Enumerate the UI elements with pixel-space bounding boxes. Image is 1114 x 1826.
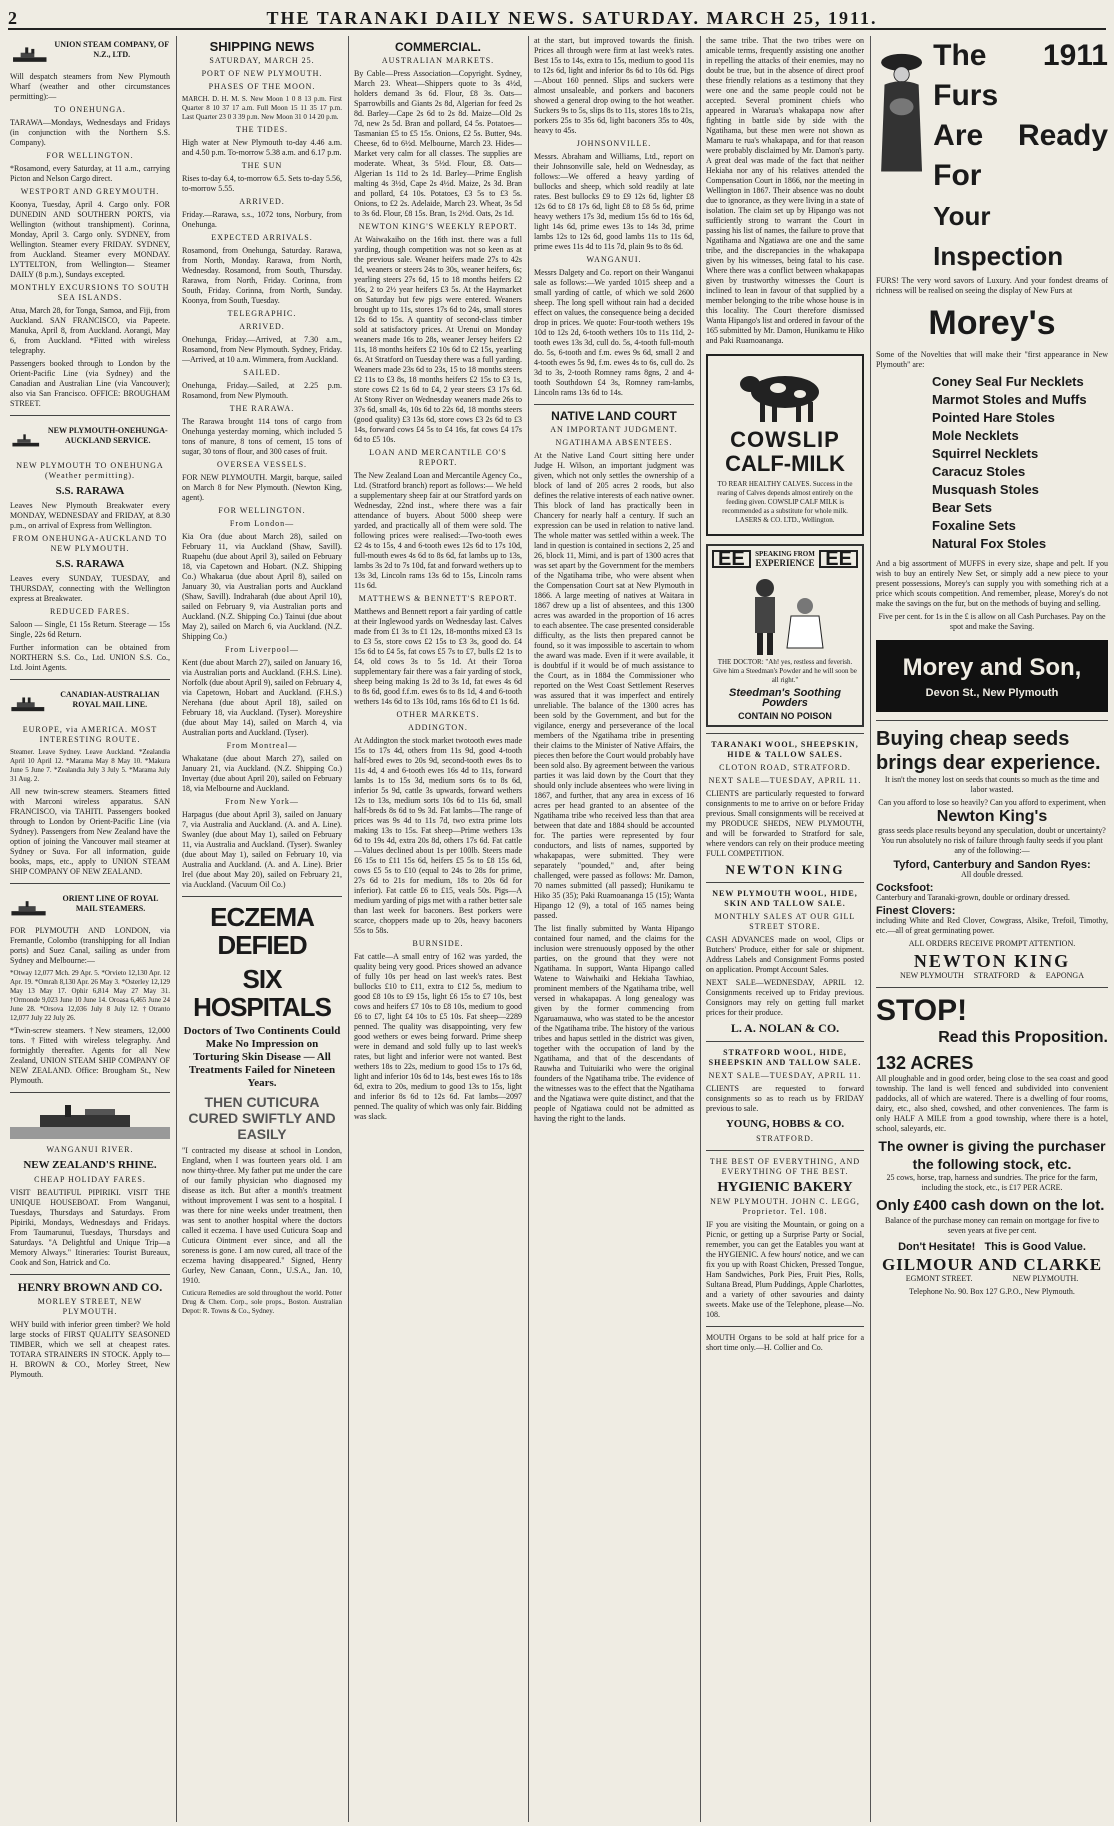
hygienic-text: IF you are visiting the Mountain, or going on a Picnic, or getting up a Surprise Party or Social, remember, you can get the Eatables you want at the HYGIENIC. A few hours' notice, and we can fix you up with Roast Chicken, Pressed Tongue, Ham Sandwiches, Pork Pies, Fruit Pies, Rolls, Sultana Bread, Plum Puddings, Apple Charlottes, and a variety of other savouries and dainty sweets. Make use of the Telephone, please—No. 108.	[706, 1220, 864, 1319]
shipping-date: SATURDAY, MARCH 25.	[209, 56, 315, 65]
addington-text: At Addington the stock market twotooth ewes made 15s to 17s 4d, others from 11s 9d, good 4-tooth half-bred ewes to 20s 9d, second-tooth ewes 8s to 11s 4d, 4 and 6-tooth ewes 16s 4d to 11s, forward lambs 1s to 15s 3d, medium sorts 6s to 8s 6d, inferior 5s 9d, cattle 3s upwards, forward wethers 12s to 13s, medium sorts 10s 6d to 11s 6d, small half-breds 8s 6d to 9s 3d. Fat lambs—The range of prices was 9s 4d to 11s 7d, two extra prime lots making 13s to 15s. Fat sheep—Prime wethers 13s 6d to 19s 4d, extra 20s 8d, others 17s 6d. Fat cattle—Values declined about 1s per 100lb. Steers made £6 15s to £11 15s 6d, heifers £5 5s to £8 15s 6d, cows £5 5s to £10 (equal to 24s to 28s for prime, 27s 6d to 21s for medium, 18s to 20s 6d for inferior). Fat cattle £6 to £15, veals 50s. Pigs—A medium yarding of pigs met with a rather better sale than last week for baconers. Best porkers were scarce, choppers made up to 20s, heavy baconers 55s to 58s.	[354, 736, 522, 935]
oversea-text: FOR NEW PLYMOUTH. Margit, barque, sailed on March 8 for New Plymouth. (Newton King, agent).	[182, 473, 342, 502]
henry-brown-title: HENRY BROWN AND CO.	[17, 1280, 163, 1294]
from-newyork: From New York—	[225, 797, 299, 806]
fur-list	[876, 373, 1108, 553]
rarawa-heading: THE RARAWA.	[229, 404, 295, 413]
column-rule	[348, 36, 349, 1822]
acres-text: All ploughable and in good order, being close to the sea coast and good township. The land is well fenced and subdivided into convenient paddocks, all of which are watered. There is a dwelling of four rooms, dairy, etc., also shed, cowshed, and other conveniences. The farm is only HALF A MILE from a good township, where there is a hotel, school, saleyards, etc.	[876, 1074, 1108, 1133]
divider	[534, 404, 694, 405]
column-ads-middle	[706, 36, 864, 1822]
steedman-name: Steedman's Soothing Powders	[728, 687, 841, 709]
organs-text: MOUTH Organs to be sold at half price for a short time only.—H. Collier and Co.	[706, 1333, 864, 1352]
novelties-text: Some of the Novelties that will make their "first appearance in New Plymouth" are:	[876, 350, 1108, 369]
acres-headline: 132 ACRES	[876, 1053, 974, 1073]
from-liverpool: From Liverpool—	[225, 645, 299, 654]
muffs-text: And a big assortment of MUFFS in every size, shape and pelt. If you wish to buy an entirely New Set, or simply add a new piece to your present possessions, Morey's can supply you with something rich at a price which scouts competition. And remember, please, Morey's do not make the savings on the fur, but on the methods of buying and selling.	[876, 559, 1108, 608]
steamship-icon	[10, 42, 50, 68]
nk-locations: NEW PLYMOUTH STRATFORD & EAPONGA	[900, 971, 1084, 980]
steedman-ad	[706, 544, 864, 727]
loan-heading: LOAN AND MERCANTILE CO'S REPORT.	[369, 448, 507, 467]
cowslip-title: COWSLIP	[730, 427, 840, 452]
ngatihama-heading: NGATIHAMA ABSENTEES.	[555, 438, 673, 447]
column-rule	[176, 36, 177, 1822]
fur-list-item: Pointed Hare Stoles	[932, 410, 1055, 425]
london-ships: Kia Ora (due about March 28), sailed on February 11, via Auckland (Shaw, Savill). Ruapehu (due about April 3), sailed on February 18, via Capetown and Hobart. (N.Z. Shipping Co.) Whakarua (due about April 8), sailed on January 30, via Australian ports and Auckland (Shaw, Savill). Indraharah (due about April 10), sailed on February 9, via Australian ports and Auckland. (N.Z. Shipping Co.) Tainui (due about May 2), sailed on March 6, via Auckland. (N.Z. Shipping Co.)	[182, 532, 342, 641]
stratford-wool-heading: STRATFORD WOOL, HIDE, SHEEPSKIN AND TALLOW SALE.	[708, 1048, 862, 1067]
young-hobbs-name: YOUNG, HOBBS & CO.	[725, 1118, 845, 1130]
passengers-text: Passengers booked through to London by the Orient-Pacific Line (via Sydney) and the Canadian and Australian Line (via Vancouver); also via San Francisco. OFFICE: BROUGHAM STREET.	[10, 359, 170, 408]
sailed-heading: SAILED.	[243, 368, 281, 377]
wellington-text: *Rosamond, every Saturday, at 11 a.m., carrying Picton and Nelson Cargo direct.	[10, 164, 170, 183]
furs-headline-1: The 1911 Furs	[933, 39, 1108, 112]
aust-markets-heading: AUSTRALIAN MARKETS.	[381, 56, 495, 65]
morey-and-son: Morey and Son,	[902, 654, 1082, 681]
canadian-route: EUROPE, via AMERICA. MOST INTERESTING ROUTE.	[22, 725, 158, 744]
divider	[876, 720, 1108, 721]
morey-and-son-banner	[876, 640, 1108, 712]
clients-text: CLIENTS are particularly requested to forward consignments to me to arrive on or before Friday previous. Small consignments will be received at my PRODUCE SHEDS, NEW PLYMOUTH, and will be forwarded to Stratford for sale, where vendors can rely on their produce meeting FULL COMPETITION.	[706, 789, 864, 858]
fur-list-item: Mole Necklets	[932, 428, 1019, 443]
native-court-continued: the same tribe. That the two tribes were on amicable terms, frequently assisting one another in repelling the attacks of their enemies, may no doubt be true, but in the absence of direct proof these friendly relations as a testimony that they were one and the same people could not be accepted. Several prominent chiefs who appeared in Wararua's whakapapa now after fighting in battle side by side with the Ngatihama, but these men were not shown as Mamaru te rua's whakapapa, and for that reason were probably disclaimed by Mr. Damon's party. A great deal was made of the fact that neither Hekiaha nor any of his relatives attended the Compensation Court in 1866, nor the meeting in Wellington in 1867. Their absence was no doubt due to ignorance, as they were living in a state of isolation. The claim set up by Hipango was not sufficiently strong to warrant the Court in passing his list of names, the failure to prove that Ngatihama and Ngatiawa are one and the same tribe, and the discrepancies in the whakapapa given by his witnesses, being fatal to his case. Where there was a conflict between whakapapas given by trustworthy witnesses the Court is inclined to lean in favour of that supplied by a member belonging to the tribe whose house is in this locality. The Court therefore dismissed Wanta Hipango's list and ordered in favour of the 165 submitted by Mr. Damon, Hunikamu te Hiko and Paki Ruamoananga.	[706, 36, 864, 345]
fur-list-item: Caracuz Stoles	[932, 464, 1026, 479]
cloton-road: CLOTON ROAD, STRATFORD.	[719, 763, 851, 772]
seeds-headline-2: brings dear experience.	[876, 752, 1101, 774]
newton-kings-heading: Newton King's	[936, 808, 1048, 825]
commercial-heading: COMMERCIAL.	[395, 40, 481, 54]
henry-brown-address: MORLEY STREET, NEW PLYMOUTH.	[37, 1297, 143, 1316]
tyford-heading: Tyford, Canterbury and Sandon Ryes:	[893, 859, 1091, 871]
orient-title: ORIENT LINE OF ROYAL MAIL STEAMERS.	[62, 894, 159, 913]
port-heading: PORT OF NEW PLYMOUTH.	[201, 69, 323, 78]
steedman-quote: THE DOCTOR: "Ah! yes, restless and feverish. Give him a Steedman's Powder and he will soon be all right."	[713, 658, 857, 684]
hygienic-bakery-name: HYGIENIC BAKERY	[717, 1180, 853, 1195]
arrived-heading: ARRIVED.	[239, 197, 285, 206]
divider	[706, 1041, 864, 1042]
arrived-text: Friday.—Rarawa, s.s., 1072 tons, Norbury, from Onehunga.	[182, 210, 342, 229]
ee-logo-left: EE	[712, 550, 751, 568]
steamship-icon	[10, 896, 47, 922]
agents-text: Further information can be obtained from NORTHERN S.S. Co., Ltd. UNION S.S. Co., Ltd. Joint Agents.	[10, 643, 170, 672]
markets-continued: at the start, but improved towards the finish. Prices all through were firm at last week's rates. Best 15s to 14s, extra to 15s, medium to good 11s to 12s 6d, light and inferior 8s 6d to 10s 6d. Pigs—About 160 penned. Slips and suckers were almost unsaleable, and porkers and baconers showed a general drop owing to the hot weather. Suckers 9s to 5s, slips 8s to 11s, stores 18s to 21s, porkers 25s to 35s 6d, light baconers 35s to 40s, heavy to 45s.	[534, 36, 694, 135]
seeds-headline-1: Buying cheap seeds	[876, 728, 1070, 750]
native-land-court-heading: NATIVE LAND COURT	[551, 409, 677, 423]
cocksfoot-heading: Cocksfoot:	[876, 882, 934, 894]
wanganui-heading: WANGANUI.	[586, 255, 642, 264]
cowslip-small-text: TO REAR HEALTHY CALVES. Success in the rearing of Calves depends almost entirely on the feeding given. COWSLIP CALF MILK is recommended as a substitute for whole milk. LASERS & CO. LTD., Wellington.	[717, 480, 853, 524]
newton-king-report-heading: NEWTON KING'S WEEKLY REPORT.	[358, 222, 518, 231]
for-wellington-heading: FOR WELLINGTON.	[218, 506, 306, 515]
hygienic-address: NEW PLYMOUTH. JOHN C. LEGG, Proprietor. Tel. 108.	[710, 1197, 860, 1216]
tides-text: High water at New Plymouth to-day 4.46 a.m. and 4.50 p.m. To-morrow 5.38 a.m. and 6.17 p.m.	[182, 138, 342, 157]
nolan-text: NEXT SALE—WEDNESDAY, APRIL 12. Consignments received up to Friday previous. Consignors may rely on getting full market prices for their produce.	[706, 978, 864, 1017]
np-onehunga-sub: NEW PLYMOUTH TO ONEHUNGA (Weather permitting).	[16, 461, 164, 480]
montreal-ships: Whakatane (due about March 27), sailed on January 21, via Auckland. (N.Z. Shipping Co.) Invertay (due about April 20), sailed on February 18, via Melbourne and Auckland.	[182, 754, 342, 793]
shipping-news-heading: SHIPPING NEWS	[209, 39, 315, 54]
newyork-ships: Harpagus (due about April 3), sailed on January 7, via Australia and Auckland. (A. and A. Line). Swanley (due about May 1), sailed on February 11, via Australia and Auckland. (Tyser). Swanley (due about May 1), sailed on February 10, via Australia and Auckland. (A. and A. Line). Brier Irel (due about May 20), sailed on February 21, via Auckland. (Vacuum Oil Co.)	[182, 810, 342, 889]
seeds-text-1: It isn't the money lost on seeds that counts so much as the time and labor wasted.	[884, 775, 1100, 794]
clients-2-text: CLIENTS are requested to forward consignments so as to reach us by FRIDAY previous to sale.	[706, 1084, 864, 1113]
divider	[876, 987, 1108, 988]
young-hobbs-address: STRATFORD.	[756, 1134, 814, 1143]
np-wool-heading: NEW PLYMOUTH WOOL, HIDE, SKIN AND TALLOW SALE.	[712, 889, 858, 908]
fur-list-item: Musquash Stoles	[932, 482, 1039, 497]
rhine-title: NEW ZEALAND'S RHINE.	[23, 1159, 157, 1171]
fur-list-item: Natural Fox Stoles	[932, 536, 1047, 551]
column-shipping-ads	[10, 36, 170, 1822]
nolan-name: L. A. NOLAN & CO.	[730, 1021, 840, 1035]
steamship-icon	[10, 692, 46, 718]
cowslip-ad	[706, 354, 864, 536]
eczema-headline-1: ECZEMA DEFIED	[210, 902, 314, 960]
fur-list-item: Marmot Stoles and Muffs	[932, 392, 1087, 407]
sun-heading: THE SUN	[241, 161, 283, 170]
cash-advances: CASH ADVANCES made on wool, Clips or Butchers' Produce, either for sale or shipment. Address Labels and Consignment Forms posted on application. Prompt Account Sales.	[706, 935, 864, 974]
calf-milk-title: CALF-MILK	[725, 451, 845, 476]
burnside-text: Fat cattle—A small entry of 162 was yarded, the quality being very good. Prices showed an advance of fully 10s per head on last week's rates. Best bullocks £10 to £11, extra to £12 5s, medium to good £8 10s to £9 15s, light £6 15s to £7 10s, best cows and heifers £7 10s to £8 10s, medium to good £6 to £7, light £4 10s to £5 10s. Fat sheep—2289 penned. The quality was disappointing, very few good wethers or ewes being forward. Prime sheep were in demand and sold fully up to last week's rates, but light and inferior were not wanted. Best wethers 18s to 22s, medium to good 15s to 17s 6d, light and inferior 10s 6d to 14s, best ewes 16s to 18s 6d, extra to 20s, medium to good 13s to 15s, light and inferior 8s 6d to 12s 6d. Fat lambs—2097 penned. The quality of which was only fair. Bidding was slack.	[354, 952, 522, 1121]
orient-text: FOR PLYMOUTH AND LONDON, via Fremantle, Colombo (transhipping for all Indian ports) and Suez Canal, sailing as under from Sydney and Melbourne:—	[10, 926, 170, 965]
rhine-sub: CHEAP HOLIDAY FARES.	[34, 1175, 146, 1184]
river-boat-illustration	[10, 1099, 170, 1139]
rhine-text: VISIT BEAUTIFUL PIPIRIKI. VISIT THE UNIQUE HOUSEBOAT. From Wanganui, Tuesdays, Thursdays and Saturdays. From Pipiriki, Mondays, Wednesdays and Fridays. From Taumarunui, Tuesdays, Thursdays and Saturdays. "A Delightful and Unique Trip—a Memory Always." Itineraries: Tourist Bureaux, Cook and Son, Hatrick and Co.	[10, 1188, 170, 1267]
eczema-subheading: Doctors of Two Continents Could Make No Impression on Torturing Skin Disease — All Treatments Failed for Nineteen Years.	[183, 1025, 341, 1089]
newton-king-report-text: At Waiwakaiho on the 16th inst. there was a full yarding, though competition was not so keen as at the previous sale. Weaner heifers made 27s to 42s 1d, weaners or steers 24s to 30s, weaner heifers, 6s; yearling steers 27s 6d, 15 to 18 months heifers £2 16s, 2 to 2½ year heifers £3 5s. At the Haymarket on Saturday but few pigs were entered. Weaners brought up to 11s, stores 17s 6d to 24s, small stores 12s 6d to 15s. A quantity of second-class timber sold at satisfactory prices. At Urenui on Monday weaners made 16s to 28s, weaner Jersey heifers £2 11s, 18 months heifers £2 10s 6d to £2 15s, yearling 6s. At Stratford on Tuesday there was a full yarding. Weaners made 23s 6d to 23s, 15 to 18 months steers £2 11s to £3 8s, 18 months heifers £2 15s to £3 1s, store cows £2 1s 6d to £4, 2 year steers £3 17s 6d. At Stony River on Wednesday weaners made 26s to 37s 6d, small 4s, 10s 6d to 22s 6d, 18 months steers (good quality) £3 13s 6d, store cows £3 2s 6d to £3 14s, forward cows £4 5s to £4 16s, fat cows £4 17s 6d to £5 10s.	[354, 235, 522, 444]
other-markets-heading: OTHER MARKETS.	[396, 710, 480, 719]
newton-king-name: NEWTON KING	[725, 862, 845, 877]
stop-headline: STOP!	[876, 994, 968, 1027]
divider	[10, 1092, 170, 1093]
best-of-everything: THE BEST OF EVERYTHING, AND EVERYTHING OF THE BEST.	[709, 1157, 861, 1176]
sailed-text: Onehunga, Friday.—Sailed, at 2.25 p.m. Rosamond, from New Plymouth.	[182, 381, 342, 400]
from-montreal: From Montreal—	[226, 741, 298, 750]
seeds-text-2: Can you afford to lose so heavily? Can you afford to experiment, when	[878, 798, 1106, 807]
orient-table: *Otway 12,077 Mch. 29 Apr. 5. *Orvieto 12,130 Apr. 12 Apr. 19. *Omrah 8,130 Apr. 26 May 3. *Osterley 12,129 May 13 May 17. Ophir 6,814 May 27 May 31. †Ormonde 9,023 June 10 June 14. Oroasa 6,465 June 24 June 28. *Orsova 12,036 July 8 July 12. †Otranto 12,077 July 22 July 26.	[10, 969, 170, 1022]
divider	[10, 415, 170, 416]
gilmour-telephone: Telephone No. 90. Box 127 G.P.O., New Plymouth.	[909, 1287, 1075, 1296]
column-display-ads	[876, 36, 1108, 1822]
masthead	[8, 8, 1106, 30]
moreys-logo: Morey's	[928, 304, 1056, 342]
fares-heading: REDUCED FARES.	[49, 607, 131, 616]
contain-no-poison: CONTAIN NO POISON	[738, 711, 832, 721]
sun-text: Rises to-day 6.4, to-morrow 6.5. Sets to-day 5.56, to-morrow 5.55.	[182, 174, 342, 193]
furs-intro: FURS! The very word savors of Luxury. And your fondest dreams of richness will be realised on seeing the display of New Furs at	[876, 276, 1108, 295]
divider	[706, 882, 864, 883]
speaking-from: SPEAKING FROM	[755, 550, 815, 558]
furs-headline-3: Your Inspection	[933, 201, 1064, 271]
furs-headline-2: Are Ready For	[933, 119, 1108, 192]
moon-heading: PHASES OF THE MOON.	[208, 82, 316, 91]
steamship-icon	[10, 428, 42, 454]
column-rule	[870, 36, 871, 1822]
fur-list-item: Coney Seal Fur Necklets	[932, 374, 1084, 389]
cocksfoot-sub: Canterbury and Taranaki-grown, double or ordinary dressed.	[876, 893, 1070, 902]
johnsonville-heading: JOHNSONVILLE.	[576, 139, 652, 148]
divider	[706, 733, 864, 734]
page-number: 2	[8, 7, 17, 28]
lady-in-furs-illustration	[876, 36, 927, 186]
np-onehunga-title: NEW PLYMOUTH-ONEHUNGA-AUCKLAND SERVICE.	[47, 426, 168, 445]
dont-hesitate: Don't Hesitate! This is Good Value.	[898, 1241, 1086, 1253]
expected-heading: EXPECTED ARRIVALS.	[211, 233, 313, 242]
clovers-sub: including White and Red Clover, Cowgrass, Alsike, Trefoil, Timothy, etc.—all of great germinating power.	[876, 916, 1108, 935]
newton-king-big: NEWTON KING	[913, 951, 1071, 971]
islands-text: Atua, March 28, for Tonga, Samoa, and Fiji, from Auckland. SAN FRANCISCO, via Papeete. Manuka, April 8, from Auckland. Aorangi, May 6, from Auckland. *Fitted with wireless telegraphy.	[10, 306, 170, 355]
native-court-text-2: The list finally submitted by Wanta Hipango contained four named, and the claims for the inclusion were strenuously opposed by the other parties, on the ground that they were not Ngatihama. In support, Wanta Hipango called Watene to Waiwhaiki and Hekiaha Tawhiao, prominent members of the Ngatihama tribe, well versed in whakapapas. A long genealogy was given by the former commencing from Ngaruamauwa, who was stated to be the ancestor of the Ngatihama tribe. The history of the various tribes and hapus settled in the district was given, together with the occupation of land by the Ngatihama, and that of the descendants of Rauwha and Tuituiariki who were the original founders of the Ngatihama tribe. The evidence of the witnesses was to the effect that the Ngatihama and the Ngatiawa were quite distinct, and that the people of Ngatiawa could not be admitted as having the right to the lands.	[534, 924, 694, 1123]
union-title: UNION STEAM COMPANY, OF N.Z., LTD.	[54, 40, 170, 59]
westport-heading: WESTPORT AND GREYMOUTH.	[20, 187, 160, 196]
column-commercial	[354, 36, 522, 1822]
westport-text: Koonya, Tuesday, April 4. Cargo only. FOR DUNEDIN AND SOUTHERN PORTS, via Wellington (without transhipment). Corinna, Monday, April 3. Cargo only. SYDNEY, from Wellington. Steamer every FRIDAY. SYDNEY, from Auckland. Steamer every MONDAY. LYTTELTON, from Wellington— Steamer DAILY (8 p.m.), Sundays excepted.	[10, 200, 170, 279]
johnsonville-text: Messrs. Abraham and Williams, Ltd., report on their Johnsonville sale, held on Wednesday, as follows:—We offered a heavy yarding of bullocks and sheep, which sold readily at late rates. Best bullocks £9 to £9 12s 6d, lighter £8 12s 6d to £8 17s 6d, light £8 to £8 5s 6d, prime heavy wethers 17s 3d, medium 15s 6d to 16s 6d, light 14s 6d, prime ewes 13s to 14s 3d, prime lambs 12s to 12s 6d, good lambs 11s to 11s 6d, prime ewes 11s 4d to 11s 7d, plain 9s to 8s 6d.	[534, 152, 694, 251]
oversea-heading: OVERSEA VESSELS.	[216, 460, 308, 469]
rarawa-name-2: S.S. RARAWA	[55, 558, 125, 570]
newspaper-title: THE TARANAKI DAILY NEWS. SATURDAY. MARCH 25, 1911.	[266, 7, 878, 28]
onehunga-text: TARAWA—Mondays, Wednesdays and Fridays (in conjunction with the Northern S.S. Company).	[10, 118, 170, 147]
rarawa2-text: Leaves every SUNDAY, TUESDAY, and THURSDAY, connecting with the Wellington express at Breakwater.	[10, 574, 170, 603]
canadian-table: Steamer. Leave Sydney. Leave Auckland. *Zealandia April 10 April 12. *Marama May 8 May 10. *Makura June 5 June 7. *Zealandia July 3 July 5. *Marama July 31 Aug. 2.	[10, 748, 170, 783]
doctor-and-child-illustration	[725, 568, 845, 658]
balance-text: Balance of the purchase money can remain on mortgage for five to seven years at five per cent.	[885, 1216, 1099, 1235]
tele-arrived-heading: ARRIVED.	[239, 322, 285, 331]
tides-heading: THE TIDES.	[235, 125, 289, 134]
column-markets-native-court	[534, 36, 694, 1822]
divider	[706, 1150, 864, 1151]
cow-illustration	[730, 364, 840, 426]
eczema-body: "I contracted my disease at school in London, England, when I was fourteen years old. I am now thirty-three. My father put me under the care of our family physician who diagnosed my disease as itch. But after a month's treatment without improvement I was sent to a hospital. I was there for nine weeks under treatment, then was sent to another hospital where the doctors called it eczema. I have used Cuticura Soap and Cuticura Ointment ever since, and all the soreness is gone. I am now cured, all trace of the eczema having disappeared." Signed, Henry Gurley, New Canaan, Conn., U.S.A., Jan. 10, 1910.	[182, 1146, 342, 1285]
rarawa-cargo-text: The Rarawa brought 114 tons of cargo from Onehunga yesterday morning, which included 5 tons of manure, 8 tons of cement, 15 tons of sugar, 30 tons of flour, and 300 cases of fruit.	[182, 417, 342, 456]
read-this-headline: Read this Proposition.	[938, 1029, 1108, 1046]
fur-list-item: Squirrel Necklets	[932, 446, 1039, 461]
tele-arrived-text: Onehunga, Friday.—Arrived, at 7.30 a.m., Rosamond, from New Plymouth. Sydney, Friday.—Arrived, at 10 a.m. Wimmera, from Auckland.	[182, 335, 342, 364]
column-rule	[700, 36, 701, 1822]
rarawa-text: Leaves New Plymouth Breakwater every MONDAY, WEDNESDAY and FRIDAY, at 8.30 p.m., on arrival of Express from Wellington.	[10, 501, 170, 530]
rarawa-name: S.S. RARAWA	[55, 485, 125, 497]
moon-table: MARCH. D. H. M. S. New Moon 1 0 8 13 p.m. First Quarter 8 10 37 17 a.m. Full Moon 15 11 35 17 p.m. Last Quarter 23 0 3 39 p.m. New Moon 31 0 14 20 p.m.	[182, 95, 342, 121]
wanganui-text: Messrs Dalgety and Co. report on their Wanganui sale as follows:—We yarded 1015 sheep and a small yarding of cattle, of which we sold 2600 sheep. The long spell without rain had a decided effect on values, the consequence being a decided drop in prices. We quote: Four-tooth wethers 19s 10d to 12s 2d, 6-tooth wethers 10s to 11s 11d, 2-tooth ewes 13s 3d, cull do. 5s, 4-tooth full-mouth do. 5s, 6-tooth and f.m. ewes 9s 6d, small 2 and 4-tooth ewes 5s 9d, f.m. ewes 4s to 6s, cull do. 2s 3d to 3s, 2-tooth Romney rams 8gns, 2 and 4-tooth Southdown £4 3s, Romney ram-lambs, Lincoln rams 13s 6d to 14s.	[534, 268, 694, 397]
wanganui-river: WANGANUI RIVER.	[46, 1145, 134, 1154]
experience: EXPERIENCE	[755, 558, 815, 568]
orders-text: ALL ORDERS RECEIVE PROMPT ATTENTION.	[908, 939, 1076, 948]
seeds-text-3: grass seeds place results beyond any speculation, doubt or uncertainty? You run absolutely no risk of failure through faulty seeds if you plant any of the following:—	[878, 826, 1106, 855]
native-court-text: At the Native Land Court sitting here under Judge H. Wilson, an important judgment was given, which not only settles the ownership of a block of land of 205 acres 2 roods, but also defines the relative interests of each native owner. This block of land has practically been in Chancery for nearly half a century. If such an expression can be used in relation to native land. The whole matter was settled within a week. The land in question is contained in sections 2, 25 and 26, block 11, Mimi, and is part of 1300 acres that was set apart by the Government for the members of the Ngatihama tribe, who were absent when the Compensation Court sat at New Plymouth in 1866. A large meeting of natives at Waitara in 1867 drew up a list of absentees, and this 1300 acres was awarded in the proportion of 16 acres to each absentee. The case presented considerable difficulty, as the lists then prepared cannot be found, so it was impossible to ascertain to whom the award was made. Even if it were available, it is doubtful if it would be of much assistance to the Court, as in 1884 the Commissioner who reported on the West Coast Settlement Reserves was assured that it was imperfect and entirely unreliable. The balance of the 1300 acres has been sold by the Government, and but for the vigilance, energy and perseverance of the local members of the Ngatihama tribe in presenting their claims to the Minister of Native Affairs, the pieces then before the Court would probably have been sold also. By agreement between the various parties it was laid down by the Court that they should only include absentees who were living in 1867, and further, that any area in excess of 16 acres per head granted to an absentee of the Ngatihama tribe who received less than that area between that date and 1884 should be accounted for. The parties were represented by four conductors, and lists of names, supported by whakapapas, were submitted. They were separately "pounded," and, after being challenged, were passed as follows: Mr. Damon, 70 names submitted (all passed); Hunikamu te Hiko 35 (35); Paki Ruamoananga 15 (15); Wanta Hipango 12 (9), a total of 165 names being passed.	[534, 451, 694, 920]
ee-logo-right: EE	[819, 550, 858, 568]
loan-text: The New Zealand Loan and Mercantile Agency Co., Ltd. (Stratford branch) report as follows:— We held a supplementary sheep fair at our Stratford yards on Wednesday, 22nd inst., where there was a fair attendance of buyers. About 5000 sheep were yarded, and practically all of them were sold. The following prices were realised:—Two-tooth ewes £2 4s to 15s, 4 and 6-tooth ewes 12s 6d to 17s 10d, full-mouth ewes 4s 6d to 8s 6d, fat lambs up to 13s, lambs 3s 2d to 7s 10d, fat and forward wethers up to 13s 3d, Lincoln rams 13s 6d to 15s, Lincoln rams 11s 6d.	[354, 471, 522, 590]
divider	[706, 1326, 864, 1327]
eczema-headline-2: SIX HOSPITALS	[193, 964, 331, 1022]
monthly-sales: MONTHLY SALES AT OUR GILL STREET STORE.	[714, 912, 856, 931]
fur-list-item: Foxaline Sets	[932, 518, 1016, 533]
discount-text: Five per cent. for 1s in the £ is allow on all Cash Purchases. Pay on the spot and make the Saving.	[878, 612, 1106, 631]
fares-text: Saloon — Single, £1 15s Return. Steerage — 15s Single, 22s 6d Return.	[10, 620, 170, 639]
taranaki-wool-heading: TARANAKI WOOL, SHEEPSKIN, HIDE & TALLOW SALES.	[711, 740, 859, 759]
column-shipping-news	[182, 36, 342, 1822]
to-onehunga-heading: TO ONEHUNGA.	[54, 105, 126, 114]
henry-brown-text: WHY build with inferior green timber? We hold large stocks of FIRST QUALITY SEASONED TIMBER, which we sell at cheapest rates. TOTARA STRAINERS IN STOCK. Apply to— H. BROWN & CO., Morley Street, New Plymouth.	[10, 1320, 170, 1379]
liverpool-ships: Kent (due about March 27), sailed on January 16, via Australian ports and Auckland. (F.H.S. Line). Norfolk (due about April 9), sailed on February 4, via Capetown, Hobart and Auckland. (F.H.S.) Nerehana (due about April 18), sailed on February 18, via Auckland. (Tyser). Moreyshire (due about May 14), sailed on March 4, via Australian ports and Auckland. (Tyser).	[182, 658, 342, 737]
tyford-sub: All double dressed.	[961, 870, 1023, 879]
canadian-text: All new twin-screw steamers. Steamers fitted with Marconi wireless apparatus. SAN FRANCISCO, via TAHITI. Passengers booked through to London by Orient-Pacific Line (via Sydney). Passengers from New Zealand have the option of joining the Vancouver mail steamer at Sydney or Suva. For all information, guide books, maps, etc., apply to UNION STEAM SHIP COMPANY OF NEW ZEALAND.	[10, 787, 170, 876]
aust-markets-text: By Cable—Press Association—Copyright. Sydney, March 23. Wheat—Shippers quote to 3s 4½d, holders demand 3s 6d. Flour, £8 3s. Oats—Sparrowbills and Giants 2s 8d, Algerian for feed 2s 8d. Barley—Cape 2s 6d to 2s 8d. Maize—Old 2s 7d, new 2s 5d. Bran and pollard, £4 5s. Potatoes—Tasmanian £5 to £5 15s. Onions, £2 5s. Butter, 94s. Cheese, 6d to 6½d. Melbourne, March 23. Hides—Market very calm for all classes. The supplies are moderate. Wheat, 3s 5½d. Flour, £8. Oats—Algerian 1s 11d to 2s 1d. Barley—Prime English malting 4s 3½d, Cape 2s 4½d. Maize, 2s 3d. Bran and pollard, £4 10s. Potatoes, £3 5s to £3 5s. Onions, to £2 2s. Adelaide, March 23. Wheat, 3s 5d to 3s 6d. Flour, £8 15s. Bran, 1s 2½d. Oats, 2s 1d.	[354, 69, 522, 218]
morey-address: Devon St., New Plymouth	[925, 687, 1059, 699]
telegraphic-heading: TELEGRAPHIC.	[227, 309, 297, 318]
union-intro: Will despatch steamers from New Plymouth Wharf (weather and other circumstances permitting):—	[10, 72, 170, 101]
fur-list-item: Bear Sets	[932, 500, 992, 515]
finest-clovers-heading: Finest Clovers:	[876, 905, 956, 917]
orient-notes: *Twin-screw steamers. †New steamers, 12,000 tons. †Fitted with wireless telegraphy. And fortnightly thereafter. Agents for all New Zealand, UNION STEAM SHIP COMPANY OF NEW ZEALAND. Office: Brougham St., New Plymouth.	[10, 1026, 170, 1085]
divider	[10, 1274, 170, 1275]
cuticura-headline: THEN CUTICURA CURED SWIFTLY AND EASILY	[188, 1094, 336, 1142]
excursions-heading: MONTHLY EXCURSIONS TO SOUTH SEA ISLANDS.	[10, 283, 170, 302]
gilmour-clarke-name: GILMOUR AND CLARKE	[881, 1255, 1103, 1274]
cash-down-headline: Only £400 cash down on the lot.	[876, 1197, 1105, 1214]
divider	[182, 896, 342, 897]
matthews-heading: MATTHEWS & BENNETT'S REPORT.	[358, 594, 518, 603]
expected-text: Rosamond, from Onehunga, Saturday. Rarawa, from North, Monday. Rarawa, from North, Wednesday. Rosamond, from South, Thursday. Rarawa, from North, Friday. Corinna, from South, Friday. Corinna, from North, Sunday. Koonya, from South, Tuesday.	[182, 246, 342, 305]
from-onehunga: FROM ONEHUNGA-AUCKLAND TO NEW PLYMOUTH.	[12, 534, 168, 553]
gilmour-address: EGMONT STREET. NEW PLYMOUTH.	[905, 1274, 1079, 1283]
eczema-tail: Cuticura Remedies are sold throughout the world. Potter Drug & Chem. Corp., sole props., Boston. Australian Depot: R. Towns & Co., Sydney.	[182, 1289, 342, 1315]
burnside-heading: BURNSIDE.	[412, 939, 464, 948]
stock-text: 25 cows, horse, trap, harness and sundries. The price for the farm, including the stock, etc., is £17 PER ACRE.	[886, 1173, 1098, 1192]
next-sale: NEXT SALE—TUESDAY, APRIL 11.	[708, 776, 862, 785]
divider	[10, 679, 170, 680]
divider	[10, 883, 170, 884]
native-subheading: AN IMPORTANT JUDGMENT.	[550, 425, 678, 434]
matthews-text: Matthews and Bennett report a fair yarding of cattle at their Inglewood yards on Wednesday last. Calves made from £1 3s to £1 12s, 18-months mixed £3 1s to £3 5s, store cows £2 15s to £3 3s, good do. £4 15s 6d to £4 5s, fat cows £5 7s to £7, bulls £2 1s to £4, old cows 3s to 5s 1d. At their Toroa supplementary fair there was a fair yarding of stock, sheep being making 1s 2d to 3s 1d, fat ewes 4s 6d to 8s 6d, good f.f.m. ewes 6s to 8s 1d, 4 and 6-tooth wethers 14s 6d to 13s 10d, rams 16s 6d to £1 1s 6d.	[354, 607, 522, 706]
wellington-heading: FOR WELLINGTON.	[46, 151, 134, 160]
from-london: From London—	[229, 519, 295, 528]
column-rule	[528, 36, 529, 1822]
next-sale-2: NEXT SALE—TUESDAY, APRIL 11.	[708, 1071, 862, 1080]
owner-headline: The owner is giving the purchaser the following stock, etc.	[878, 1138, 1106, 1172]
addington-heading: ADDINGTON.	[408, 723, 468, 732]
canadian-title: CANADIAN-AUSTRALIAN ROYAL MAIL LINE.	[60, 690, 160, 709]
